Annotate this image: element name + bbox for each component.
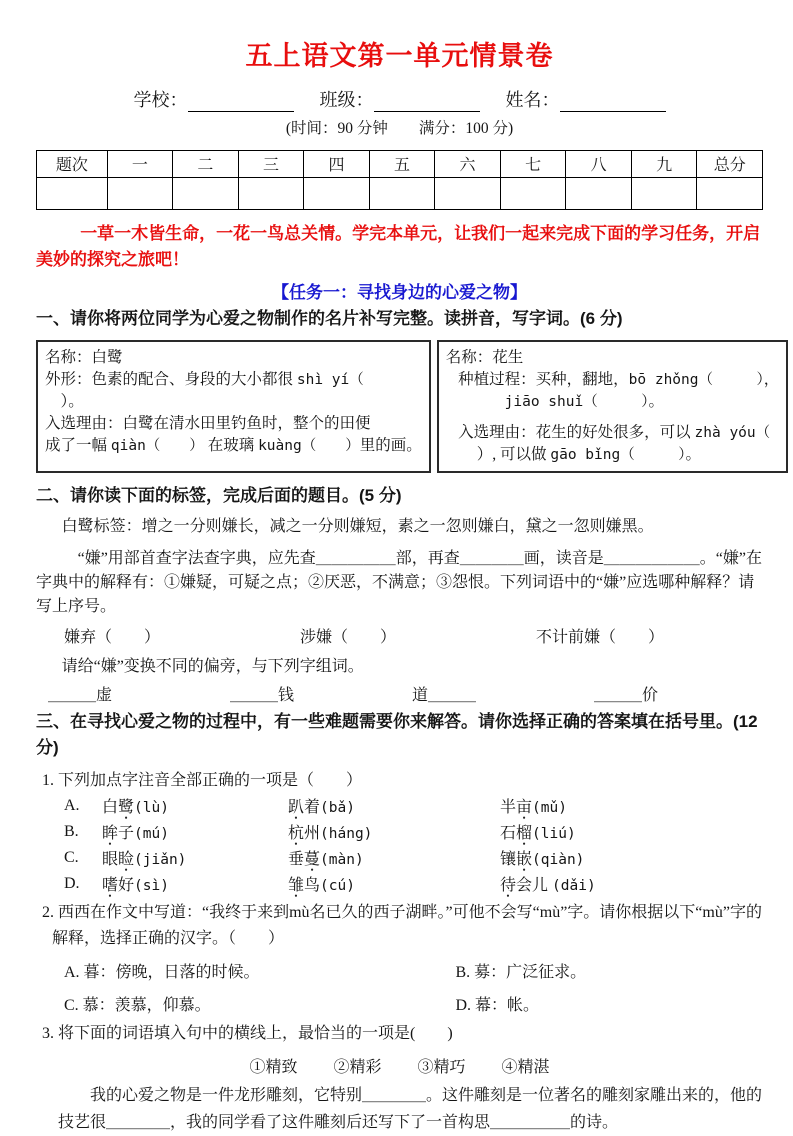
choose-item: 嫌弃（ ） (64, 629, 161, 647)
dotted-char: 嗜 (102, 877, 119, 895)
card-line (45, 369, 422, 391)
score-cell (173, 177, 239, 209)
dotted-char: 眸 (102, 825, 119, 843)
q1-option-row (36, 845, 763, 871)
card-egret (36, 340, 431, 473)
word-item (102, 794, 288, 817)
section3-title: 三、在寻找心爱之物的过程中，有一些难题需要你来解答。请你选择正确的答案填在括号里。(12 分) (36, 712, 758, 758)
pinyin: (jiǎn) (134, 852, 187, 869)
card-text: 种植过程：买种，翻地， (458, 370, 629, 388)
pinyin: (cú) (320, 878, 355, 895)
egret-label-line: 白鹭标签：增之一分则嫌长，减之一分则嫌短，素之一忽则嫌白，黛之一忽则嫌黑。 (61, 518, 654, 536)
word-item (102, 872, 288, 895)
score-table (36, 150, 763, 210)
xian-choose-row (36, 624, 763, 647)
radical-row (36, 682, 763, 705)
word-before: 石 (500, 825, 517, 843)
q3-word-bank (36, 1054, 763, 1078)
pinyin: (bǎ) (320, 800, 355, 817)
card-line (446, 369, 780, 391)
score-header-cell: 九 (631, 150, 697, 177)
card-peanut (437, 340, 789, 473)
pinyin-blank: zhà yóu（ (694, 424, 771, 441)
score-cell (566, 177, 632, 209)
score-cell (500, 177, 566, 209)
page-title: 五上语文第一单元情景卷 (245, 41, 554, 71)
card-spacer (446, 413, 780, 422)
dotted-char: 睑 (118, 851, 135, 869)
pinyin-blank: shì yí（ (296, 371, 364, 388)
name-label: 姓名： (505, 89, 560, 110)
score-cell (697, 177, 763, 209)
word-after: 好 (118, 877, 135, 895)
dotted-char: 蔓 (304, 851, 321, 869)
word-item (288, 820, 500, 843)
card-line: ）。 (60, 392, 84, 410)
word-choice: ④精湛 (501, 1058, 550, 1076)
card-text: 成了一幅 (45, 436, 111, 454)
pinyin-blank: gāo bǐng（ ） (550, 446, 686, 463)
pinyin: (lù) (134, 800, 169, 817)
choose-item: 涉嫌（ ） (300, 629, 397, 647)
word-item (500, 846, 763, 869)
dotted-char: 待 (500, 877, 517, 895)
pinyin: (qiàn) (532, 852, 585, 869)
school-label: 学校： (133, 89, 188, 110)
word-item (288, 872, 500, 895)
dotted-char: 鹭 (118, 799, 135, 817)
dotted-char: 亩 (516, 799, 533, 817)
score-cell (369, 177, 435, 209)
word-item (102, 820, 288, 843)
word-before: 半 (500, 799, 517, 817)
card-line (45, 435, 422, 457)
pinyin: (sì) (134, 878, 169, 895)
q1-option-row (36, 819, 763, 845)
q1-stem: 1. 下列加点字注音全部正确的一项是（ ） (42, 771, 363, 789)
word-before: 垂 (288, 851, 305, 869)
word-after: 子 (118, 825, 135, 843)
word-before: 眼 (102, 851, 119, 869)
pinyin: (màn) (320, 852, 364, 869)
score-header-cell: 二 (173, 150, 239, 177)
intro-text: 一草一木皆生命，一花一鸟总关情。学完本单元，让我们一起来完成下面的学习任务，开启美妙的探究之旅吧！ (36, 223, 761, 270)
name-field (506, 86, 666, 112)
card-text: 。 (648, 392, 664, 410)
choose-item: 不计前嫌（ ） (536, 629, 665, 647)
card-text: 在玻璃 (203, 436, 259, 454)
score-header-cell: 总分 (697, 150, 763, 177)
score-cell (631, 177, 697, 209)
class-field (320, 86, 480, 112)
score-header-cell: 六 (435, 150, 501, 177)
word-before: 白 (102, 799, 119, 817)
score-header-cell: 题次 (37, 150, 108, 177)
school-field (134, 86, 294, 112)
school-blank (188, 91, 294, 112)
word-before: 镶 (500, 851, 517, 869)
option-letter: D. (64, 874, 80, 892)
card-text: ）, 可以做 (476, 445, 551, 463)
score-cell (238, 177, 304, 209)
dotted-char: 趴 (288, 799, 305, 817)
q3-paragraph: 我的心爱之物是一件龙形雕刻，它特别＿＿＿＿。这件雕刻是一位著名的雕刻家雕出来的，他的技艺很＿＿＿＿，我的同学看了这件雕刻后还写下了一首构思＿＿＿＿＿的诗。 (58, 1086, 763, 1131)
word-choice: ③精巧 (417, 1058, 466, 1076)
score-header-cell: 三 (238, 150, 304, 177)
score-header-cell: 五 (369, 150, 435, 177)
pinyin-blank: qiàn（ ） (110, 437, 204, 454)
dictionary-paragraph: “嫌”用部首查字法查字典，应先查＿＿＿＿＿部，再查＿＿＿＿画，读音是＿＿＿＿＿＿。“嫌”在字典中的解释有：①嫌疑，可疑之点；②厌恶，不满意；③怨恨。下列词语中的“嫌”应选哪种解释？请写上序号。 (36, 550, 763, 616)
word-item (288, 794, 500, 817)
score-header-cell: 七 (500, 150, 566, 177)
dotted-char: 杭 (288, 825, 305, 843)
section2-title: 二、请你读下面的标签，完成后面的题目。(5 分) (36, 485, 402, 505)
word-after: 着 (304, 799, 321, 817)
score-table-header-row (37, 150, 763, 177)
option-letter: A. (64, 796, 80, 814)
card-text: 外形：色素的配合、身段的大小都很 (45, 370, 297, 388)
word-item (500, 820, 763, 843)
score-cell (37, 177, 108, 209)
card-text: 。 (685, 445, 701, 463)
dotted-char: 榴 (516, 825, 533, 843)
radical-item: ＿＿＿钱 (230, 687, 295, 705)
q3-stem: 3. 将下面的词语填入句中的横线上，最恰当的一项是( ) (42, 1024, 453, 1042)
pinyin-blank: bō zhǒng（ ） (628, 371, 764, 388)
word-item (500, 794, 763, 817)
word-after: 鸟 (304, 877, 321, 895)
score-cell (304, 177, 370, 209)
score-header-cell: 一 (107, 150, 173, 177)
section1-title: 一、请你将两位同学为心爱之物制作的名片补写完整。读拼音，写字词。(6 分) (36, 309, 623, 329)
class-label: 班级： (319, 89, 374, 110)
q2-option: B. 募：广泛征求。 (455, 963, 587, 981)
score-header-cell: 八 (566, 150, 632, 177)
dotted-char: 雏 (288, 877, 305, 895)
card-line: 入选理由：白鹭在清水田里钓鱼时，整个的田便 (45, 414, 371, 432)
pinyin-blank: kuàng（ ） (258, 437, 360, 454)
card-line: 名称：花生 (445, 348, 524, 366)
word-item (102, 846, 288, 869)
word-choice: ①精致 (249, 1058, 298, 1076)
q2-stem: 2. 西西在作文中写道：“我终于来到mù名已久的西子湖畔。”可他不会写“mù”字。请你根据以下“mù”字的解释，选择正确的汉字。（ ） (42, 903, 762, 947)
card-line: 名称：白鹭 (45, 348, 123, 366)
card-text: 入选理由：花生的好处很多，可以 (458, 423, 695, 441)
q1-option-row (36, 793, 763, 819)
dotted-char: 嵌 (516, 851, 533, 869)
pinyin: (háng) (320, 826, 373, 843)
task1-heading: 【任务一：寻找身边的心爱之物】 (272, 283, 527, 303)
pinyin: (dǎi) (552, 878, 596, 895)
q1-option-row (36, 871, 763, 897)
radical-item: ＿＿＿虚 (48, 687, 113, 705)
score-cell (435, 177, 501, 209)
radical-item: ＿＿＿价 (594, 687, 659, 705)
score-cell (107, 177, 173, 209)
q2-option: C. 慕：羡慕，仰慕。 (64, 996, 211, 1014)
time-score-line: (时间：90 分钟 满分：100 分) (285, 119, 514, 137)
option-letter: C. (64, 848, 79, 866)
option-letter: B. (64, 822, 79, 840)
score-table-empty-row (37, 177, 763, 209)
word-after: 州 (304, 825, 321, 843)
word-item (500, 872, 763, 895)
student-info-row (36, 86, 763, 112)
radical-item: 道＿＿＿ (412, 687, 477, 705)
card-line (446, 391, 780, 413)
name-cards (36, 340, 780, 473)
pinyin: (liú) (532, 826, 576, 843)
q2-option: A. 暮：傍晚，日落的时候。 (64, 963, 260, 981)
card-line (446, 422, 780, 444)
score-header-cell: 四 (304, 150, 370, 177)
pinyin-blank: jiāo shuǐ（ ） (504, 393, 649, 410)
card-text: ， (763, 370, 780, 388)
pinyin: (mú) (134, 826, 169, 843)
name-blank (560, 91, 666, 112)
word-item (288, 846, 500, 869)
word-after: 会儿 (516, 877, 553, 895)
card-line (446, 444, 780, 466)
class-blank (374, 91, 480, 112)
radical-prompt: 请给“嫌”变换不同的偏旁，与下列字组词。 (61, 658, 364, 676)
card-text: 里的画。 (359, 436, 422, 454)
word-choice: ②精彩 (333, 1058, 382, 1076)
pinyin: (mǔ) (532, 800, 567, 817)
q2-option: D. 幕：帐。 (455, 996, 539, 1014)
q2-options (36, 959, 763, 1015)
